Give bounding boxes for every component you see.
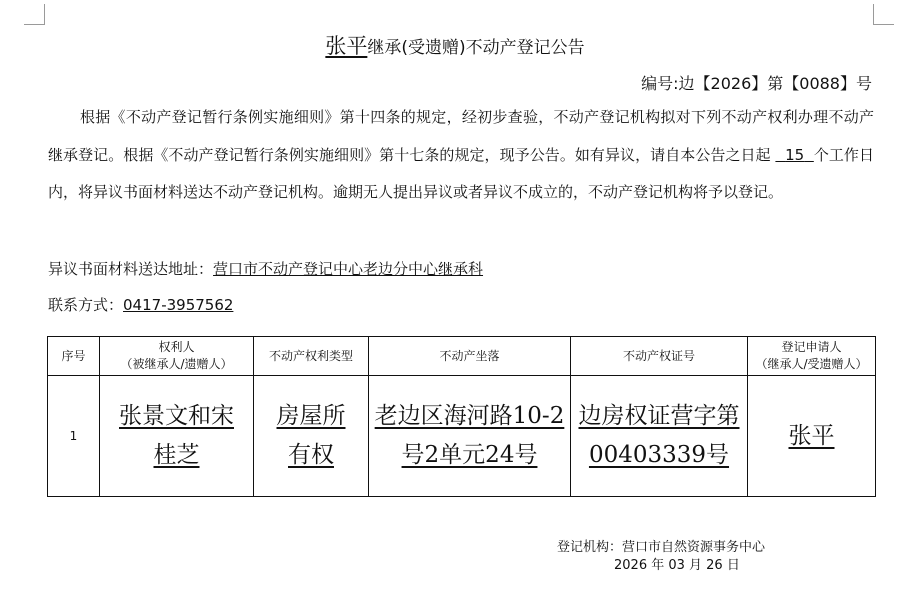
page-corner-mark-top-left	[24, 4, 45, 25]
contact-phone: 0417-3957562	[123, 296, 234, 314]
contact-label: 联系方式：	[48, 296, 124, 314]
registration-authority: 登记机构：营口市自然资源事务中心	[557, 540, 766, 555]
objection-days: 15	[785, 145, 805, 164]
objection-address-value: 营口市不动产登记中心老边分中心继承科	[213, 260, 484, 278]
objection-address-line	[48, 258, 483, 279]
header-applicant: 登记申请人 （继承人/受遗赠人）	[748, 337, 876, 376]
cell-right-type: 房屋所有权	[254, 376, 369, 497]
registration-table	[47, 336, 876, 497]
header-right-type: 不动产权利类型	[254, 337, 369, 376]
announcement-body	[48, 99, 874, 212]
cell-seq: 1	[48, 376, 100, 497]
body-text-part1: 根据《不动产登记暂行条例实施细则》第十四条的规定，经初步查验，不动产登记机构拟对下列不动产权利办理不动产继承登记。根据《不动产登记暂行条例实施细则》第十七条的规定，现予公告。如有异议，请自本公告之日起	[48, 108, 874, 164]
announcement-date: 2026 年 03 月 26 日	[614, 558, 740, 573]
contact-line	[48, 294, 233, 315]
page-title	[0, 30, 910, 60]
header-seq: 序号	[48, 337, 100, 376]
header-cert-no: 不动产权证号	[571, 337, 748, 376]
body-text-part2: 个工作日内，将异议书面材料送达不动产登记机构。逾期无人提出异议或者异议不成立的，不动产登记机构将予以登记。	[48, 145, 874, 201]
title-text: 继承(受遗赠)不动产登记公告	[367, 38, 585, 58]
header-location: 不动产坐落	[369, 337, 571, 376]
cell-location: 老边区海河路10-2号2单元24号	[369, 376, 571, 497]
objection-address-label: 异议书面材料送达地址：	[48, 260, 214, 278]
document-number: 编号:边【2026】第【0088】号	[641, 74, 872, 93]
cell-holder: 张景文和宋桂芝	[100, 376, 254, 497]
cell-cert-no: 边房权证营字第00403339号	[571, 376, 748, 497]
header-holder: 权利人 （被继承人/遗赠人）	[100, 337, 254, 376]
title-applicant-name: 张平	[325, 34, 368, 58]
table-row	[48, 376, 876, 497]
table-header-row	[48, 337, 876, 376]
cell-applicant: 张平	[748, 376, 876, 497]
page-corner-mark-top-right	[873, 4, 894, 25]
announcement-paragraph	[48, 99, 874, 212]
